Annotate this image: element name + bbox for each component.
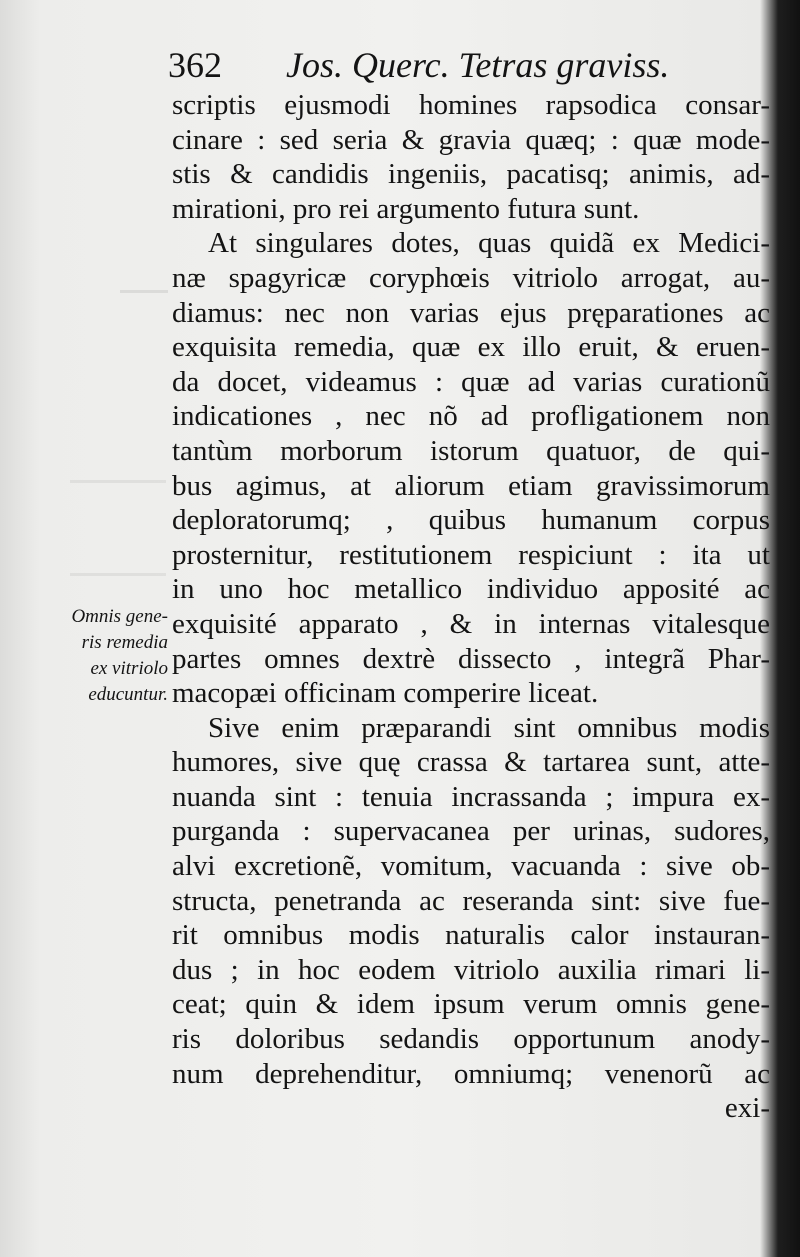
text-line: exquisita remedia, quæ ex illo eruit, & eruen- (172, 331, 770, 364)
text-line: structa, penetranda ac reseranda sint: sive fue- (172, 884, 770, 917)
text-line: purganda : supervacanea per urinas, sudores, (172, 815, 770, 848)
text-line: alvi excretionẽ, vomitum, vacuanda : sive ob- (172, 850, 770, 883)
text-line: Sive enim præparandi sint omnibus modis (208, 711, 770, 744)
margin-note-line: Omnis gene- (71, 606, 168, 627)
text-line: nuanda sint : tenuia incrassanda ; impura ex- (172, 780, 770, 813)
text-line: rit omnibus modis naturalis calor instauran- (172, 919, 770, 952)
text-line: scriptis ejusmodi homines rapsodica consar- (172, 89, 770, 121)
text-line: macopæi officinam comperire liceat. (172, 677, 599, 710)
text-line: mirationi, pro rei argumento futura sunt. (172, 192, 640, 225)
running-title: Jos. Querc. Tetras graviss. (286, 45, 670, 85)
text-line: At singulares dotes, quas quidã ex Medici- (208, 227, 770, 260)
margin-note-line: ris remedia (81, 632, 168, 653)
text-line: in uno hoc metallico individuo apposité ac (172, 573, 770, 606)
show-through-ink (120, 290, 168, 333)
page-number: 362 (168, 45, 222, 85)
text-line: dus ; in hoc eodem vitriolo auxilia rimari li- (172, 953, 770, 986)
text-line: tantùm morborum istorum quatuor, de qui- (172, 434, 770, 467)
margin-note-line: educuntur. (88, 684, 168, 705)
text-line: cinare : sed seria & gravia quæq; : quæ mode- (172, 123, 770, 156)
text-line: indicationes , nec nõ ad profligationem non (172, 400, 770, 433)
text-line: da docet, videamus : quæ ad varias curationũ (172, 365, 770, 398)
text-line: stis & candidis ingeniis, pacatisq; animis, ad- (172, 158, 770, 191)
text-line: ris doloribus sedandis opportunum anody- (172, 1023, 770, 1056)
body-text (172, 88, 770, 1126)
text-line: diamus: nec non varias ejus pręparationes ac (172, 296, 770, 329)
text-line: prosternitur, restitutionem respiciunt : ita ut (172, 538, 770, 571)
text-line: humores, sive quę crassa & tartarea sunt, atte- (172, 746, 770, 779)
catchword: exi- (724, 1092, 770, 1125)
text-line: ceat; quin & idem ipsum verum omnis gene- (172, 988, 770, 1021)
text-line: næ spagyricæ coryphœis vitriolo arrogat, au- (172, 261, 770, 294)
margin-note (38, 604, 168, 708)
text-line: exquisité apparato , & in internas vitalesque (172, 607, 770, 640)
margin-note-line: ex vitriolo (90, 658, 168, 679)
text-line: bus agimus, at aliorum etiam gravissimorum (172, 469, 770, 502)
text-line: deploratorumq; , quibus humanum corpus (172, 504, 770, 537)
page-header (168, 40, 688, 90)
show-through-ink (70, 480, 166, 576)
text-line: num deprehenditur, omniumq; venenorũ ac (172, 1057, 770, 1090)
text-line: partes omnes dextrè dissecto , integrã Phar- (172, 642, 770, 675)
